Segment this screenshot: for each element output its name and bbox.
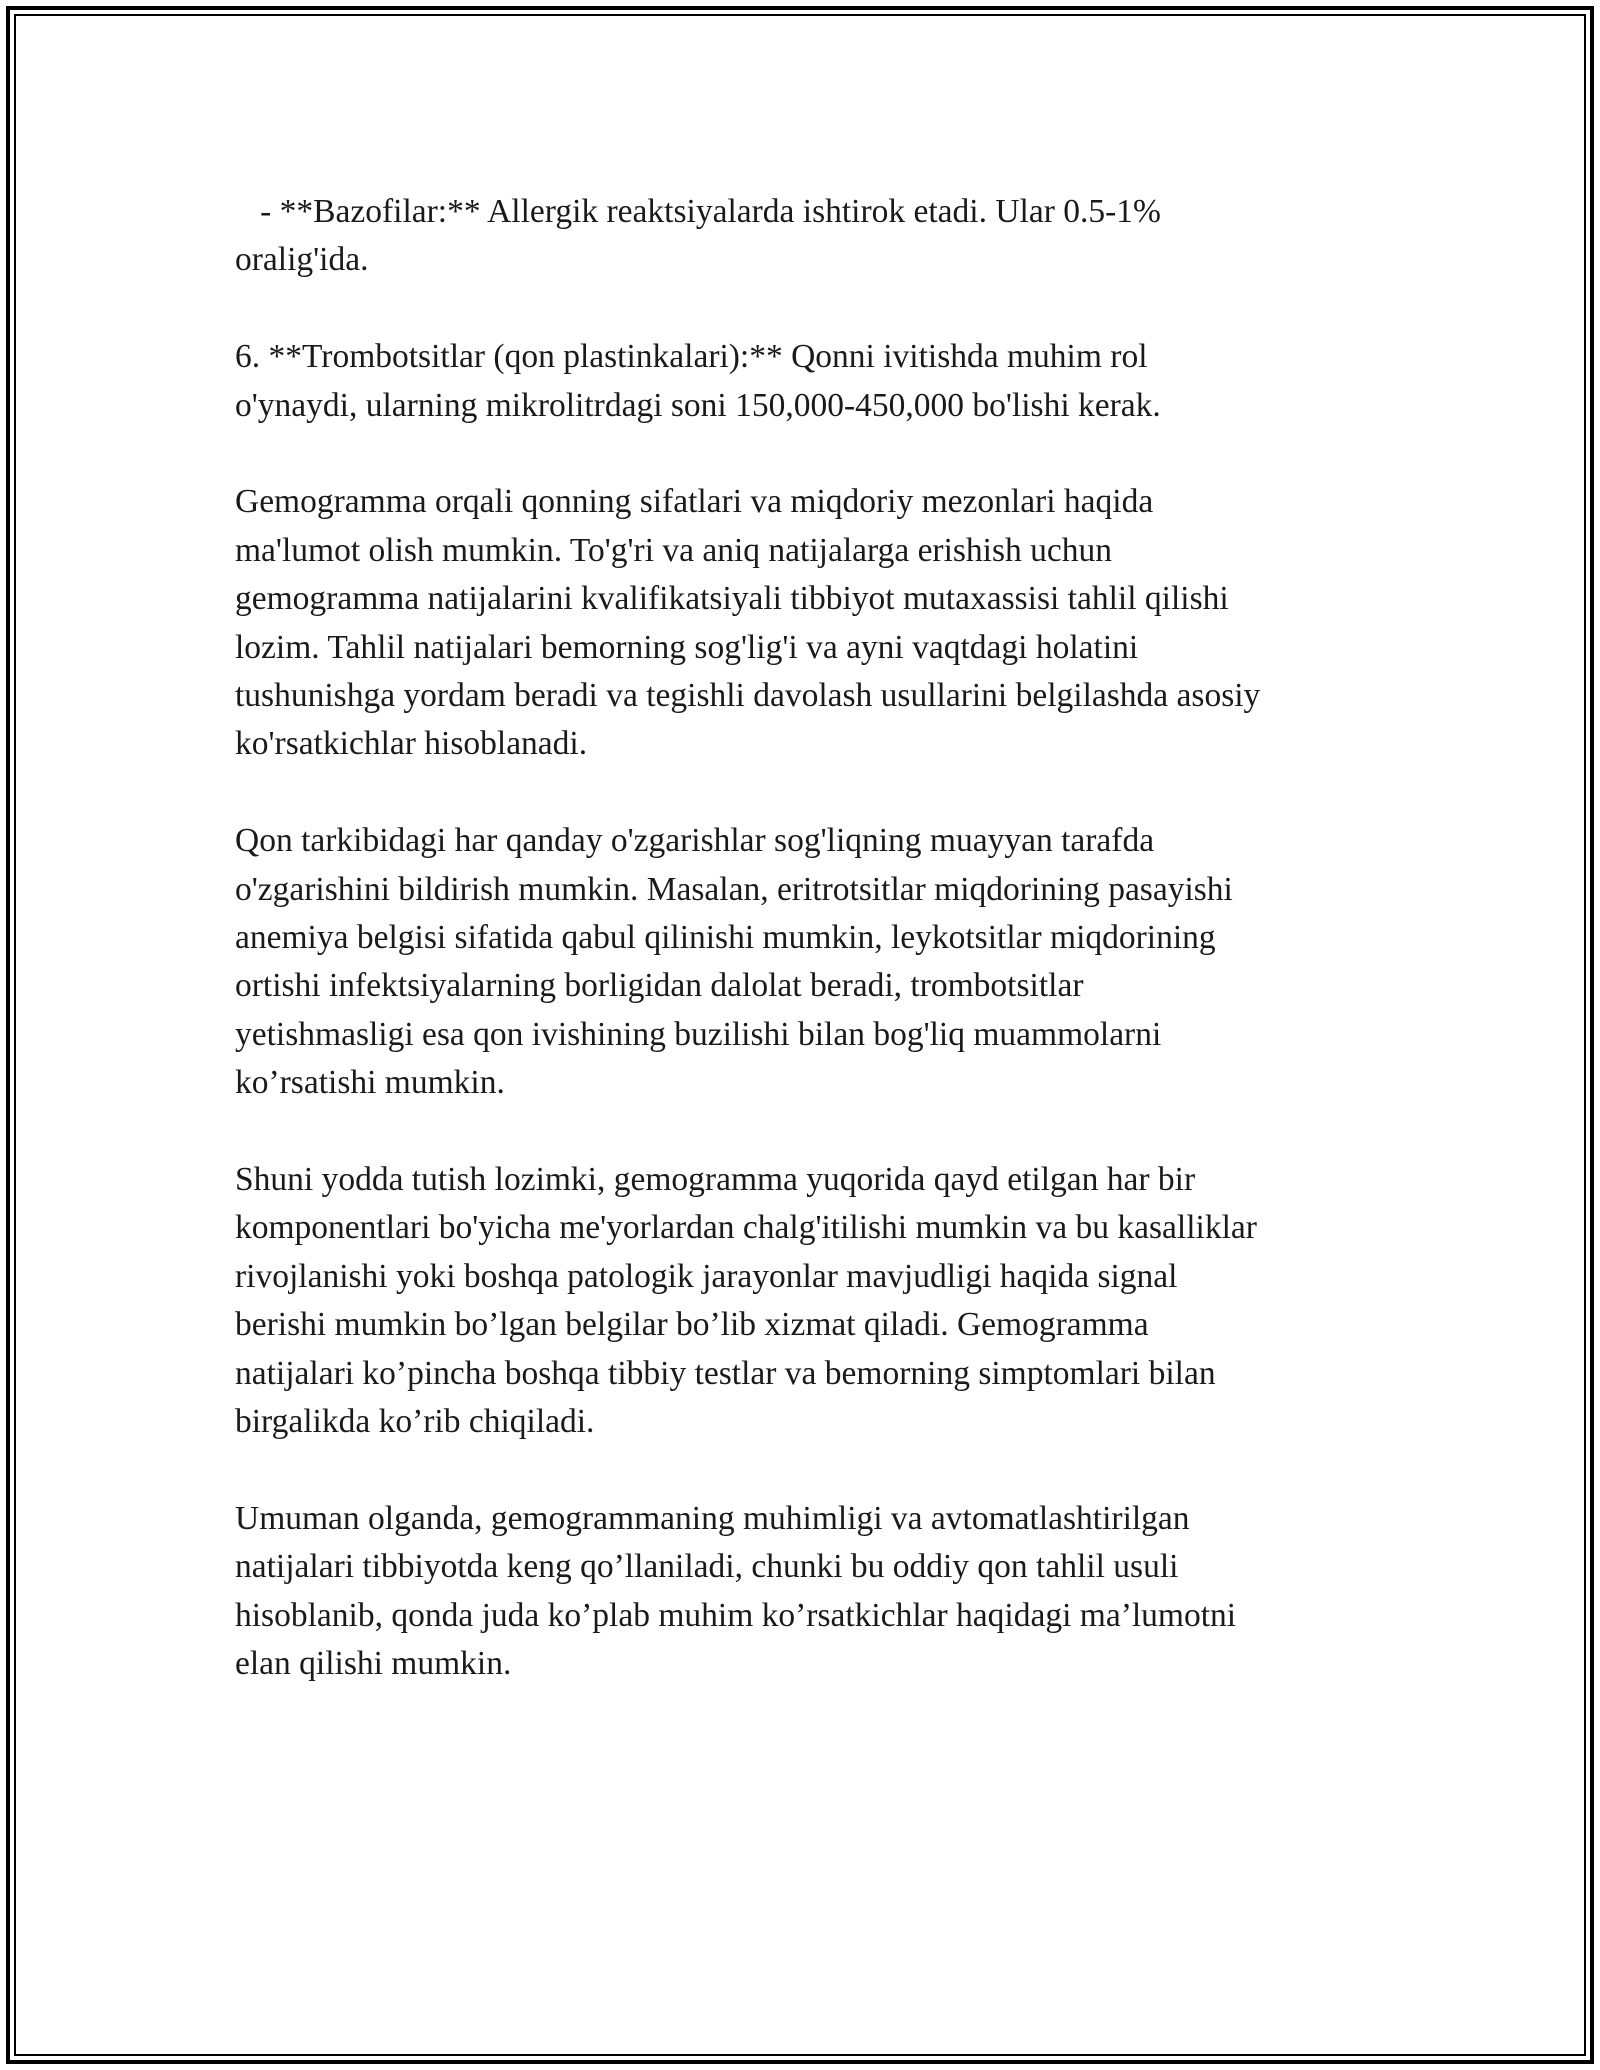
paragraph-qon-ozgarishlar: Qon tarkibidagi har qanday o'zgarishlar sog'liqning muayyan tarafda o'zgarishini bildirish mumkin. Masalan, eritrotsitlar miqdorining pasayishi anemiya belgisi sifatida qabul qilinishi mumkin, leykotsitlar miqdorining ortishi infektsiyalarning borligidan dalolat beradi, trombotsitlar yetishmasligi esa qon ivishining buzilishi bilan bog'liq muammolarni ko’rsatishi mumkin.	[235, 822, 1233, 1102]
paragraph-gemogramma-info: Gemogramma orqali qonning sifatlari va miqdoriy mezonlari haqida ma'lumot olish mumkin. To'g'ri va aniq natijalarga erishish uchun gemogramma natijalarini kvalifikatsiyali tibbiyot mutaxassisi tahlil qilishi lozim. Tahlil natijalari bemorning sog'lig'i va ayni vaqtdagi holatini tushunishga yordam beradi va tegishli davolash usullarini belgilashda asosiy ko'rsatkichlar hisoblanadi.	[235, 483, 1261, 763]
paragraph-umuman-olganda: Umuman olganda, gemogrammaning muhimligi va avtomatlashtirilgan natijalari tibbiyotda keng qo’llaniladi, chunki bu oddiy qon tahlil usuli hisoblanib, qonda juda ko’plab muhim ko’rsatkichlar haqidagi ma’lumotni elan qilishi mumkin.	[235, 1499, 1237, 1683]
paragraph-bazofilar: - **Bazofilar:** Allergik reaktsiyalarda ishtirok etadi. Ular 0.5-1% oralig'ida.	[235, 193, 1161, 279]
paragraph-shuni-yodda: Shuni yodda tutish lozimki, gemogramma yuqorida qayd etilgan har bir komponentlari bo'yicha me'yorlardan chalg'itilishi mumkin va bu kasalliklar rivojlanishi yoki boshqa patologik jarayonlar mavjudligi haqida signal berishi mumkin bo’lgan belgilar bo’lib xizmat qiladi. Gemogramma natijalari ko’pincha boshqa tibbiy testlar va bemorning simptomlari bilan birgalikda ko’rib chiqiladi.	[235, 1161, 1257, 1441]
document-body	[235, 188, 1365, 1737]
paragraph-trombotsitlar: 6. **Trombotsitlar (qon plastinkalari):** Qonni ivitishda muhim rol o'ynaydi, ularning mikrolitrdagi soni 150,000-450,000 bo'lishi kerak.	[235, 338, 1161, 424]
